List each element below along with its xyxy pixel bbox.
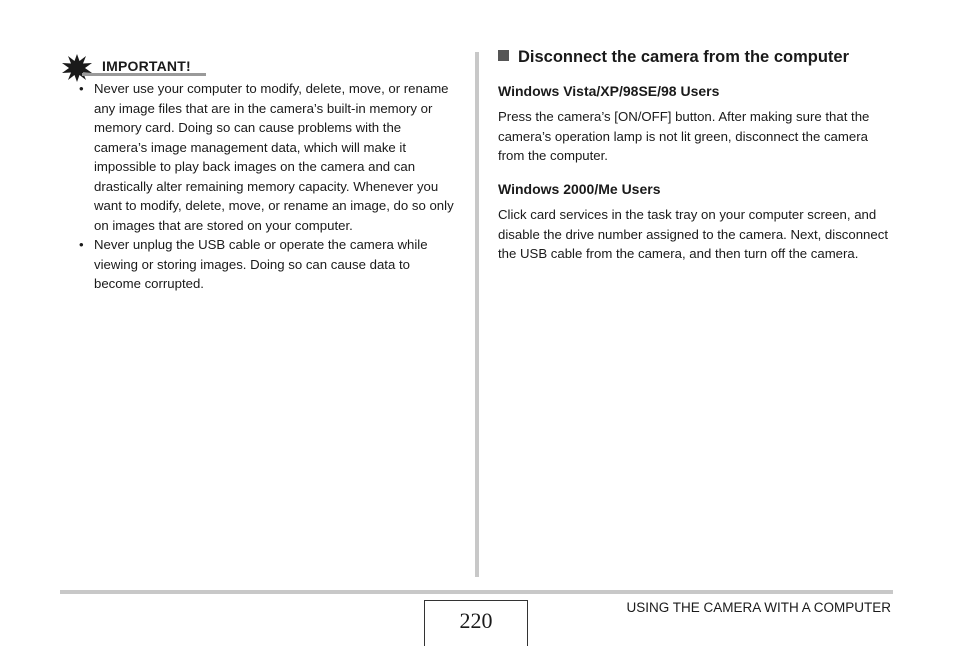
bullet-text: Never use your computer to modify, delete, move, or rename any image files that are in the camera’s built-in memory or memory card. Doing so can cause problems with the camera’s image management data, which will make it impossible to play back images on the camera and can drastically alter remaining memory capacity. Whenever you want to modify, delete, move, or rename an image, do so only on images that are stored on your computer.	[94, 81, 454, 233]
section-title	[498, 48, 849, 67]
important-bullet-list	[78, 79, 458, 294]
column-divider	[475, 52, 479, 577]
list-item	[78, 235, 458, 294]
bullet-icon: •	[79, 81, 84, 96]
section-title-text: Disconnect the camera from the computer	[518, 48, 849, 66]
win2000-paragraph: Click card services in the task tray on your computer screen, and disable the drive number assigned to the camera. Next, disconnect the USB cable from the camera, and then turn off the camera.	[498, 207, 888, 261]
square-bullet-icon	[498, 50, 509, 61]
starburst-icon	[62, 54, 92, 82]
chapter-title: USING THE CAMERA WITH A COMPUTER	[626, 600, 891, 615]
win2000-heading: Windows 2000/Me Users	[498, 181, 661, 197]
footer-rule	[60, 590, 893, 594]
list-item	[78, 79, 458, 235]
important-label: IMPORTANT!	[102, 58, 191, 74]
vista-heading: Windows Vista/XP/98SE/98 Users	[498, 83, 720, 99]
page-number: 220	[424, 600, 528, 646]
vista-paragraph: Press the camera’s [ON/OFF] button. After making sure that the camera’s operation lamp is not lit green, disconnect the camera from the computer.	[498, 109, 870, 163]
important-header	[62, 54, 207, 82]
bullet-text: Never unplug the USB cable or operate the camera while viewing or storing images. Doing so can cause data to become corrupted.	[94, 237, 428, 291]
bullet-icon: •	[79, 237, 84, 252]
